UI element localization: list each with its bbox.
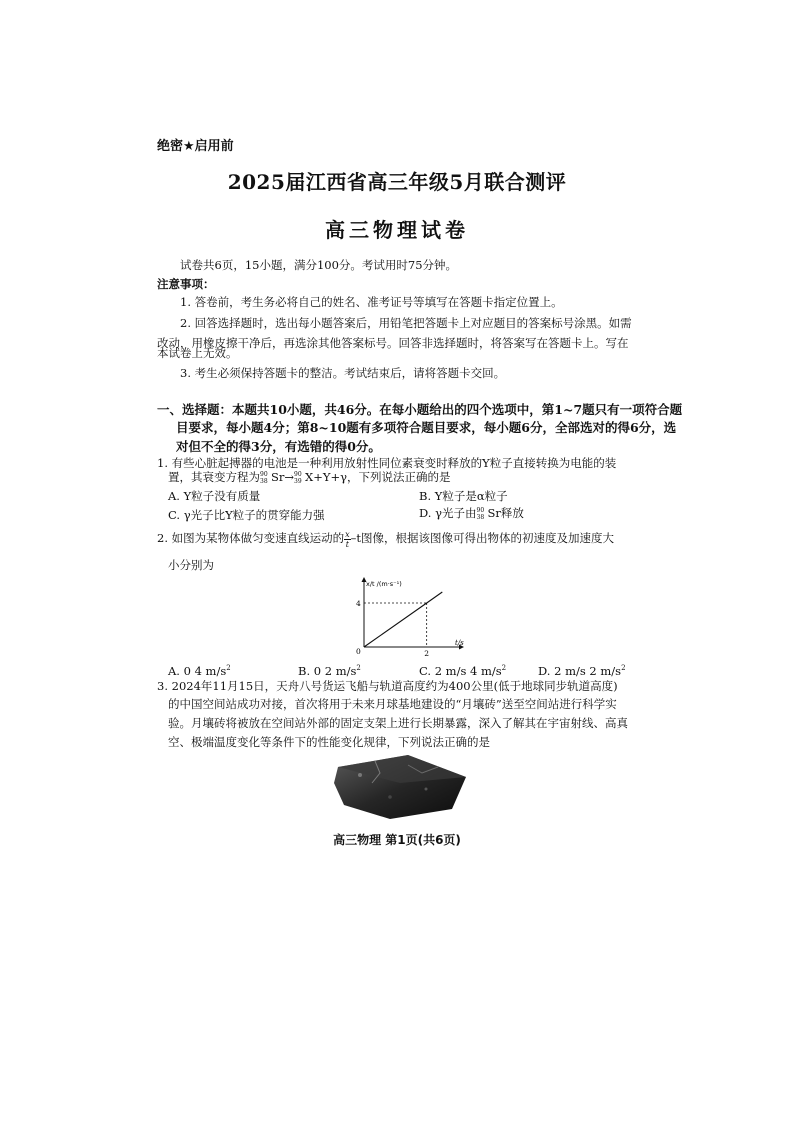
q1-option-d [419,504,524,523]
q2-option-a-text: A. 0 4 m/s [168,663,227,678]
q1-stem-line2 [168,468,450,487]
q1-stem-prefix: 置，其衰变方程为 [168,470,260,484]
q2-stem-line1 [157,529,614,549]
fraction-numerator: x [345,529,350,539]
exam-title: 2025届江西省高三年级5月联合测评 [227,170,567,194]
q3-stem-line3: 验。月壤砖将被放在空间站外部的固定支架上进行长期暴露，深入了解其在宇宙射线、高真 [168,716,628,730]
x-atomic-number: 39 [294,478,302,485]
exam-summary: 试卷共6页，15小题，满分100分。考试用时75分钟。 [180,258,458,272]
x-axis-label: t/s [455,639,464,647]
fraction-denominator: t [345,539,349,549]
sr-symbol: Sr [271,470,285,484]
q3-stem-line1: 3. 2024年11月15日，天舟八号货运飞船与轨道高度约为400公里(低于地球同步轨道高度) [157,679,618,693]
note-2-cont: 改动，用橡皮擦干净后，再选涂其他答案标号。回答非选择题时，将答案写在答题卡上。写在 [157,336,629,350]
q1-stem-line1: 1. 有些心脏起搏器的电池是一种利用放射性同位素衰变时释放的Y粒子直接转换为电能的装 [157,456,617,470]
q2-stem-line2: 小分别为 [168,558,214,572]
q1-option-d-suffix: Sr释放 [487,506,524,520]
x-mass-number: 90 [294,471,302,478]
note-2: 2. 回答选择题时，选出每小题答案后，用铅笔把答题卡上对应题目的答案标号涂黑。如需 [180,316,632,330]
x-tick-label: 2 [424,649,430,657]
note-3: 3. 考生必须保持答题卡的整洁。考试结束后，请将答题卡交回。 [180,366,506,380]
q2-option-c-text: C. 2 m/s 4 m/s [419,663,502,678]
decay-arrow: → [284,470,295,484]
q1-option-d-prefix: D. γ光子由 [419,506,477,520]
q2-stem-suffix: –t图像，根据该图像可得出物体的初速度及加速度大 [350,531,615,545]
origin-label: 0 [356,647,361,656]
sr-atomic-number: 38 [260,478,268,485]
q2-option-d-exponent: 2 [621,664,626,672]
section-heading-line2: 目要求，每小题4分；第8~10题有多项符合题目要求，每小题6分，全部选对的得6分，选 [176,420,677,435]
q1-option-b: B. Y粒子是α粒子 [419,489,508,503]
x-over-t-graph [335,575,465,657]
lunar-soil-brick-image [330,753,470,821]
sr-mass-number: 90 [260,471,268,478]
q2-option-a-exponent: 2 [226,664,231,672]
section-heading-line1: 一、选择题：本题共10小题，共46分。在每小题给出的四个选项中，第1~7题只有一项符合题 [157,402,683,417]
q2-stem-prefix: 2. 如图为某物体做匀变速直线运动的 [157,531,345,545]
q2-option-d-text: D. 2 m/s 2 m/s [538,663,622,678]
q1-option-a: A. Y粒子没有质量 [168,489,261,503]
sr-nuclide-indices [260,471,271,485]
notes-title: 注意事项： [157,277,215,291]
confidential-label: 绝密★启用前 [157,139,234,154]
series-line [364,592,442,647]
d-mass-number: 90 [476,507,485,514]
q1-stem-suffix: X+Y+γ，下列说法正确的是 [305,470,451,484]
q3-stem-line2: 的中国空间站成功对接，首次将用于未来月球基地建设的“月壤砖”送至空间站进行科学实 [168,697,617,711]
q2-option-b-exponent: 2 [356,664,361,672]
q2-option-b-text: B. 0 2 m/s [298,663,357,678]
q2-option-c-exponent: 2 [501,664,507,672]
section-heading-line3: 对但不全的得3分，有选错的得0分。 [176,439,381,454]
note-2-end: 本试卷上无效。 [157,346,238,360]
paper-title: 高三物理试卷 [325,218,469,242]
y-tick-label: 4 [356,599,361,608]
q1-option-c: C. γ光子比Y粒子的贯穿能力强 [168,508,325,522]
y-axis-label: x/t /(m·s⁻¹) [366,580,402,588]
q3-stem-line4: 空、极端温度变化等条件下的性能变化规律，下列说法正确的是 [168,735,490,749]
page-footer: 高三物理 第1页(共6页) [333,833,461,847]
d-nuclide-indices [477,507,488,521]
x-nuclide-indices [294,471,305,485]
d-atomic-number: 38 [476,514,485,521]
note-1: 1. 答卷前，考生务必将自己的姓名、准考证号等填写在答题卡指定位置上。 [180,295,563,309]
